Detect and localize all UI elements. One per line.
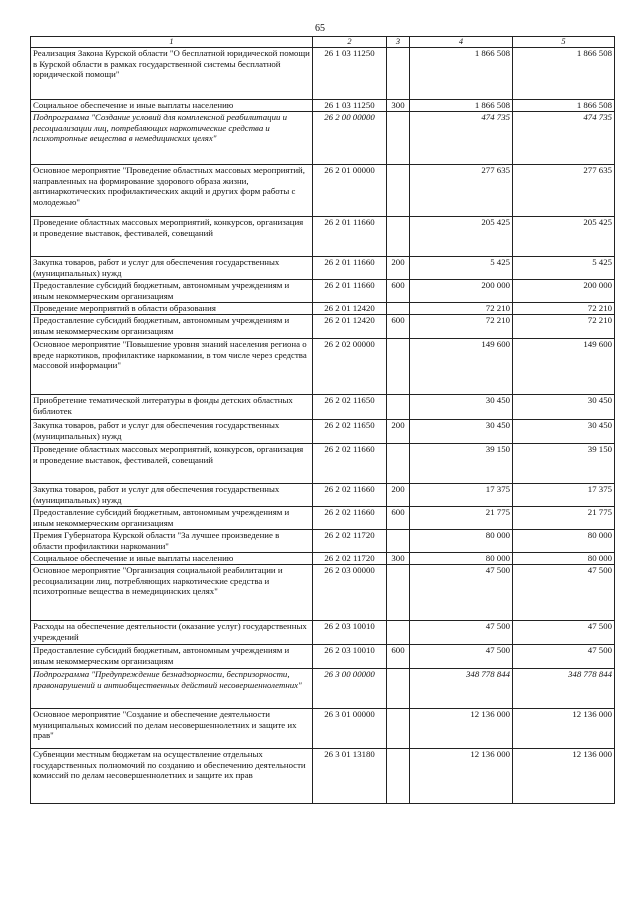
row-code: 26 2 03 10010 bbox=[313, 645, 387, 669]
row-amount-col5: 39 150 bbox=[513, 444, 615, 484]
row-amount-col5: 72 210 bbox=[513, 303, 615, 315]
table-row bbox=[31, 48, 615, 100]
row-expense-type: 300 bbox=[387, 100, 410, 112]
row-amount-col4: 1 866 508 bbox=[410, 48, 513, 100]
row-code: 26 2 03 10010 bbox=[313, 621, 387, 645]
row-name: Закупка товаров, работ и услуг для обеспечения государственных (муниципальных) нужд bbox=[31, 484, 313, 507]
table-row bbox=[31, 303, 615, 315]
row-amount-col4: 200 000 bbox=[410, 280, 513, 303]
row-expense-type: 600 bbox=[387, 645, 410, 669]
row-amount-col5: 5 425 bbox=[513, 257, 615, 280]
row-amount-col5: 12 136 000 bbox=[513, 709, 615, 749]
row-amount-col4: 39 150 bbox=[410, 444, 513, 484]
row-expense-type bbox=[387, 339, 410, 395]
row-code: 26 1 03 11250 bbox=[313, 48, 387, 100]
row-amount-col4: 21 775 bbox=[410, 507, 513, 530]
row-name: Подпрограмма "Предупреждение безнадзорности, беспризорности, правонарушений и антиобщественных действий несовершеннолетних" bbox=[31, 669, 313, 709]
table-row bbox=[31, 280, 615, 303]
row-name: Расходы на обеспечение деятельности (оказание услуг) государственных учреждений bbox=[31, 621, 313, 645]
row-code: 26 2 01 12420 bbox=[313, 303, 387, 315]
row-name: Предоставление субсидий бюджетным, автономным учреждениям и иным некоммерческим организациям bbox=[31, 315, 313, 339]
row-amount-col4: 30 450 bbox=[410, 395, 513, 420]
row-code: 26 2 02 11660 bbox=[313, 444, 387, 484]
column-header-3: 3 bbox=[387, 37, 410, 48]
row-amount-col4: 47 500 bbox=[410, 565, 513, 621]
row-amount-col5: 47 500 bbox=[513, 621, 615, 645]
row-name: Премия Губернатора Курской области "За лучшее произведение в области профилактики наркомании" bbox=[31, 530, 313, 553]
row-amount-col5: 1 866 508 bbox=[513, 48, 615, 100]
row-amount-col4: 5 425 bbox=[410, 257, 513, 280]
table-row bbox=[31, 420, 615, 444]
row-code: 26 2 02 11650 bbox=[313, 420, 387, 444]
budget-table bbox=[30, 36, 615, 804]
row-amount-col4: 205 425 bbox=[410, 217, 513, 257]
row-amount-col5: 80 000 bbox=[513, 553, 615, 565]
row-amount-col5: 47 500 bbox=[513, 645, 615, 669]
row-name: Закупка товаров, работ и услуг для обеспечения государственных (муниципальных) нужд bbox=[31, 257, 313, 280]
row-expense-type bbox=[387, 749, 410, 804]
row-expense-type bbox=[387, 395, 410, 420]
row-name: Подпрограмма "Создание условий для комплексной реабилитации и ресоциализации лиц, потребляющих наркотические средства и психотропные вещества в немедицинских целях" bbox=[31, 112, 313, 165]
row-name: Предоставление субсидий бюджетным, автономным учреждениям и иным некоммерческим организациям bbox=[31, 645, 313, 669]
row-name: Предоставление субсидий бюджетным, автономным учреждениям и иным некоммерческим организациям bbox=[31, 507, 313, 530]
table-row bbox=[31, 444, 615, 484]
row-name: Основное мероприятие "Повышение уровня знаний населения региона о вреде наркотиков, профилактике наркомании, в том числе через средства массовой информации" bbox=[31, 339, 313, 395]
row-amount-col4: 72 210 bbox=[410, 315, 513, 339]
row-code: 26 2 02 11660 bbox=[313, 507, 387, 530]
table-row bbox=[31, 645, 615, 669]
row-code: 26 2 00 00000 bbox=[313, 112, 387, 165]
row-code: 26 2 01 11660 bbox=[313, 257, 387, 280]
table-row bbox=[31, 507, 615, 530]
table-row bbox=[31, 553, 615, 565]
table-row bbox=[31, 749, 615, 804]
column-header-5: 5 bbox=[513, 37, 615, 48]
row-amount-col5: 348 778 844 bbox=[513, 669, 615, 709]
column-header-4: 4 bbox=[410, 37, 513, 48]
row-name: Субвенции местным бюджетам на осуществление отдельных государственных полномочий по созданию и обеспечению деятельности комиссий по делам несовершеннолетних и защите их прав bbox=[31, 749, 313, 804]
table-row bbox=[31, 165, 615, 217]
row-name: Реализация Закона Курской области "О бесплатной юридической помощи в Курской области в рамках государственной системы бесплатной юридической помощи" bbox=[31, 48, 313, 100]
row-amount-col5: 1 866 508 bbox=[513, 100, 615, 112]
row-expense-type: 200 bbox=[387, 484, 410, 507]
row-name: Приобретение тематической литературы в фонды детских областных библиотек bbox=[31, 395, 313, 420]
table-row bbox=[31, 669, 615, 709]
row-expense-type bbox=[387, 303, 410, 315]
row-amount-col4: 47 500 bbox=[410, 645, 513, 669]
row-name: Социальное обеспечение и иные выплаты населению bbox=[31, 553, 313, 565]
table-row bbox=[31, 709, 615, 749]
row-amount-col5: 277 635 bbox=[513, 165, 615, 217]
column-header-2: 2 bbox=[313, 37, 387, 48]
row-amount-col4: 72 210 bbox=[410, 303, 513, 315]
row-expense-type bbox=[387, 621, 410, 645]
table-row bbox=[31, 217, 615, 257]
row-expense-type bbox=[387, 530, 410, 553]
table-row bbox=[31, 395, 615, 420]
row-expense-type bbox=[387, 444, 410, 484]
row-expense-type bbox=[387, 112, 410, 165]
table-row bbox=[31, 257, 615, 280]
row-code: 26 2 03 00000 bbox=[313, 565, 387, 621]
row-expense-type bbox=[387, 165, 410, 217]
row-amount-col5: 205 425 bbox=[513, 217, 615, 257]
row-amount-col5: 30 450 bbox=[513, 420, 615, 444]
row-expense-type bbox=[387, 669, 410, 709]
row-amount-col5: 21 775 bbox=[513, 507, 615, 530]
row-amount-col5: 30 450 bbox=[513, 395, 615, 420]
row-expense-type: 300 bbox=[387, 553, 410, 565]
row-name: Закупка товаров, работ и услуг для обеспечения государственных (муниципальных) нужд bbox=[31, 420, 313, 444]
row-name: Основное мероприятие "Создание и обеспечение деятельности муниципальных комиссий по делам несовершеннолетних и защите их прав" bbox=[31, 709, 313, 749]
row-code: 26 3 00 00000 bbox=[313, 669, 387, 709]
row-amount-col4: 1 866 508 bbox=[410, 100, 513, 112]
page-number: 65 bbox=[315, 23, 325, 34]
table-row bbox=[31, 112, 615, 165]
row-amount-col4: 80 000 bbox=[410, 553, 513, 565]
row-amount-col4: 474 735 bbox=[410, 112, 513, 165]
row-name: Социальное обеспечение и иные выплаты населению bbox=[31, 100, 313, 112]
row-amount-col4: 17 375 bbox=[410, 484, 513, 507]
row-code: 26 2 02 11660 bbox=[313, 484, 387, 507]
row-code: 26 2 02 11650 bbox=[313, 395, 387, 420]
row-code: 26 2 02 00000 bbox=[313, 339, 387, 395]
row-name: Основное мероприятие "Организация социальной реабилитации и ресоциализации лиц, потребляющих наркотические средства и психотропные вещества в немедицинских целях" bbox=[31, 565, 313, 621]
row-expense-type bbox=[387, 217, 410, 257]
row-code: 26 2 01 11660 bbox=[313, 217, 387, 257]
row-amount-col5: 80 000 bbox=[513, 530, 615, 553]
row-amount-col4: 30 450 bbox=[410, 420, 513, 444]
row-expense-type: 600 bbox=[387, 280, 410, 303]
row-expense-type bbox=[387, 48, 410, 100]
row-amount-col5: 200 000 bbox=[513, 280, 615, 303]
row-amount-col4: 80 000 bbox=[410, 530, 513, 553]
table-row bbox=[31, 339, 615, 395]
table-row bbox=[31, 315, 615, 339]
row-amount-col4: 12 136 000 bbox=[410, 749, 513, 804]
row-code: 26 3 01 00000 bbox=[313, 709, 387, 749]
row-name: Проведение областных массовых мероприятий, конкурсов, организация и проведение выставок, фестивалей, совещаний bbox=[31, 444, 313, 484]
row-expense-type: 600 bbox=[387, 507, 410, 530]
row-name: Основное мероприятие "Проведение областных массовых мероприятий, направленных на формирование здорового образа жизни, антинаркотических профилактических акций и других форм работы с молодежью" bbox=[31, 165, 313, 217]
row-expense-type: 200 bbox=[387, 257, 410, 280]
row-name: Предоставление субсидий бюджетным, автономным учреждениям и иным некоммерческим организациям bbox=[31, 280, 313, 303]
row-amount-col5: 149 600 bbox=[513, 339, 615, 395]
row-name: Проведение областных массовых мероприятий, конкурсов, организация и проведение выставок, фестивалей, совещаний bbox=[31, 217, 313, 257]
row-amount-col4: 47 500 bbox=[410, 621, 513, 645]
row-code: 26 2 02 11720 bbox=[313, 530, 387, 553]
column-header-1: 1 bbox=[31, 37, 313, 48]
row-code: 26 2 02 11720 bbox=[313, 553, 387, 565]
row-code: 26 2 01 11660 bbox=[313, 280, 387, 303]
row-amount-col5: 17 375 bbox=[513, 484, 615, 507]
row-amount-col4: 348 778 844 bbox=[410, 669, 513, 709]
table-row bbox=[31, 530, 615, 553]
row-amount-col4: 277 635 bbox=[410, 165, 513, 217]
row-amount-col5: 47 500 bbox=[513, 565, 615, 621]
table-row bbox=[31, 621, 615, 645]
row-code: 26 1 03 11250 bbox=[313, 100, 387, 112]
row-expense-type bbox=[387, 565, 410, 621]
table-row bbox=[31, 484, 615, 507]
table-row bbox=[31, 565, 615, 621]
row-amount-col5: 474 735 bbox=[513, 112, 615, 165]
row-code: 26 3 01 13180 bbox=[313, 749, 387, 804]
row-expense-type: 200 bbox=[387, 420, 410, 444]
row-expense-type: 600 bbox=[387, 315, 410, 339]
row-amount-col5: 72 210 bbox=[513, 315, 615, 339]
header-row bbox=[31, 37, 615, 48]
row-code: 26 2 01 00000 bbox=[313, 165, 387, 217]
row-amount-col5: 12 136 000 bbox=[513, 749, 615, 804]
table-row bbox=[31, 100, 615, 112]
row-name: Проведение мероприятий в области образования bbox=[31, 303, 313, 315]
row-amount-col4: 12 136 000 bbox=[410, 709, 513, 749]
row-code: 26 2 01 12420 bbox=[313, 315, 387, 339]
row-amount-col4: 149 600 bbox=[410, 339, 513, 395]
row-expense-type bbox=[387, 709, 410, 749]
